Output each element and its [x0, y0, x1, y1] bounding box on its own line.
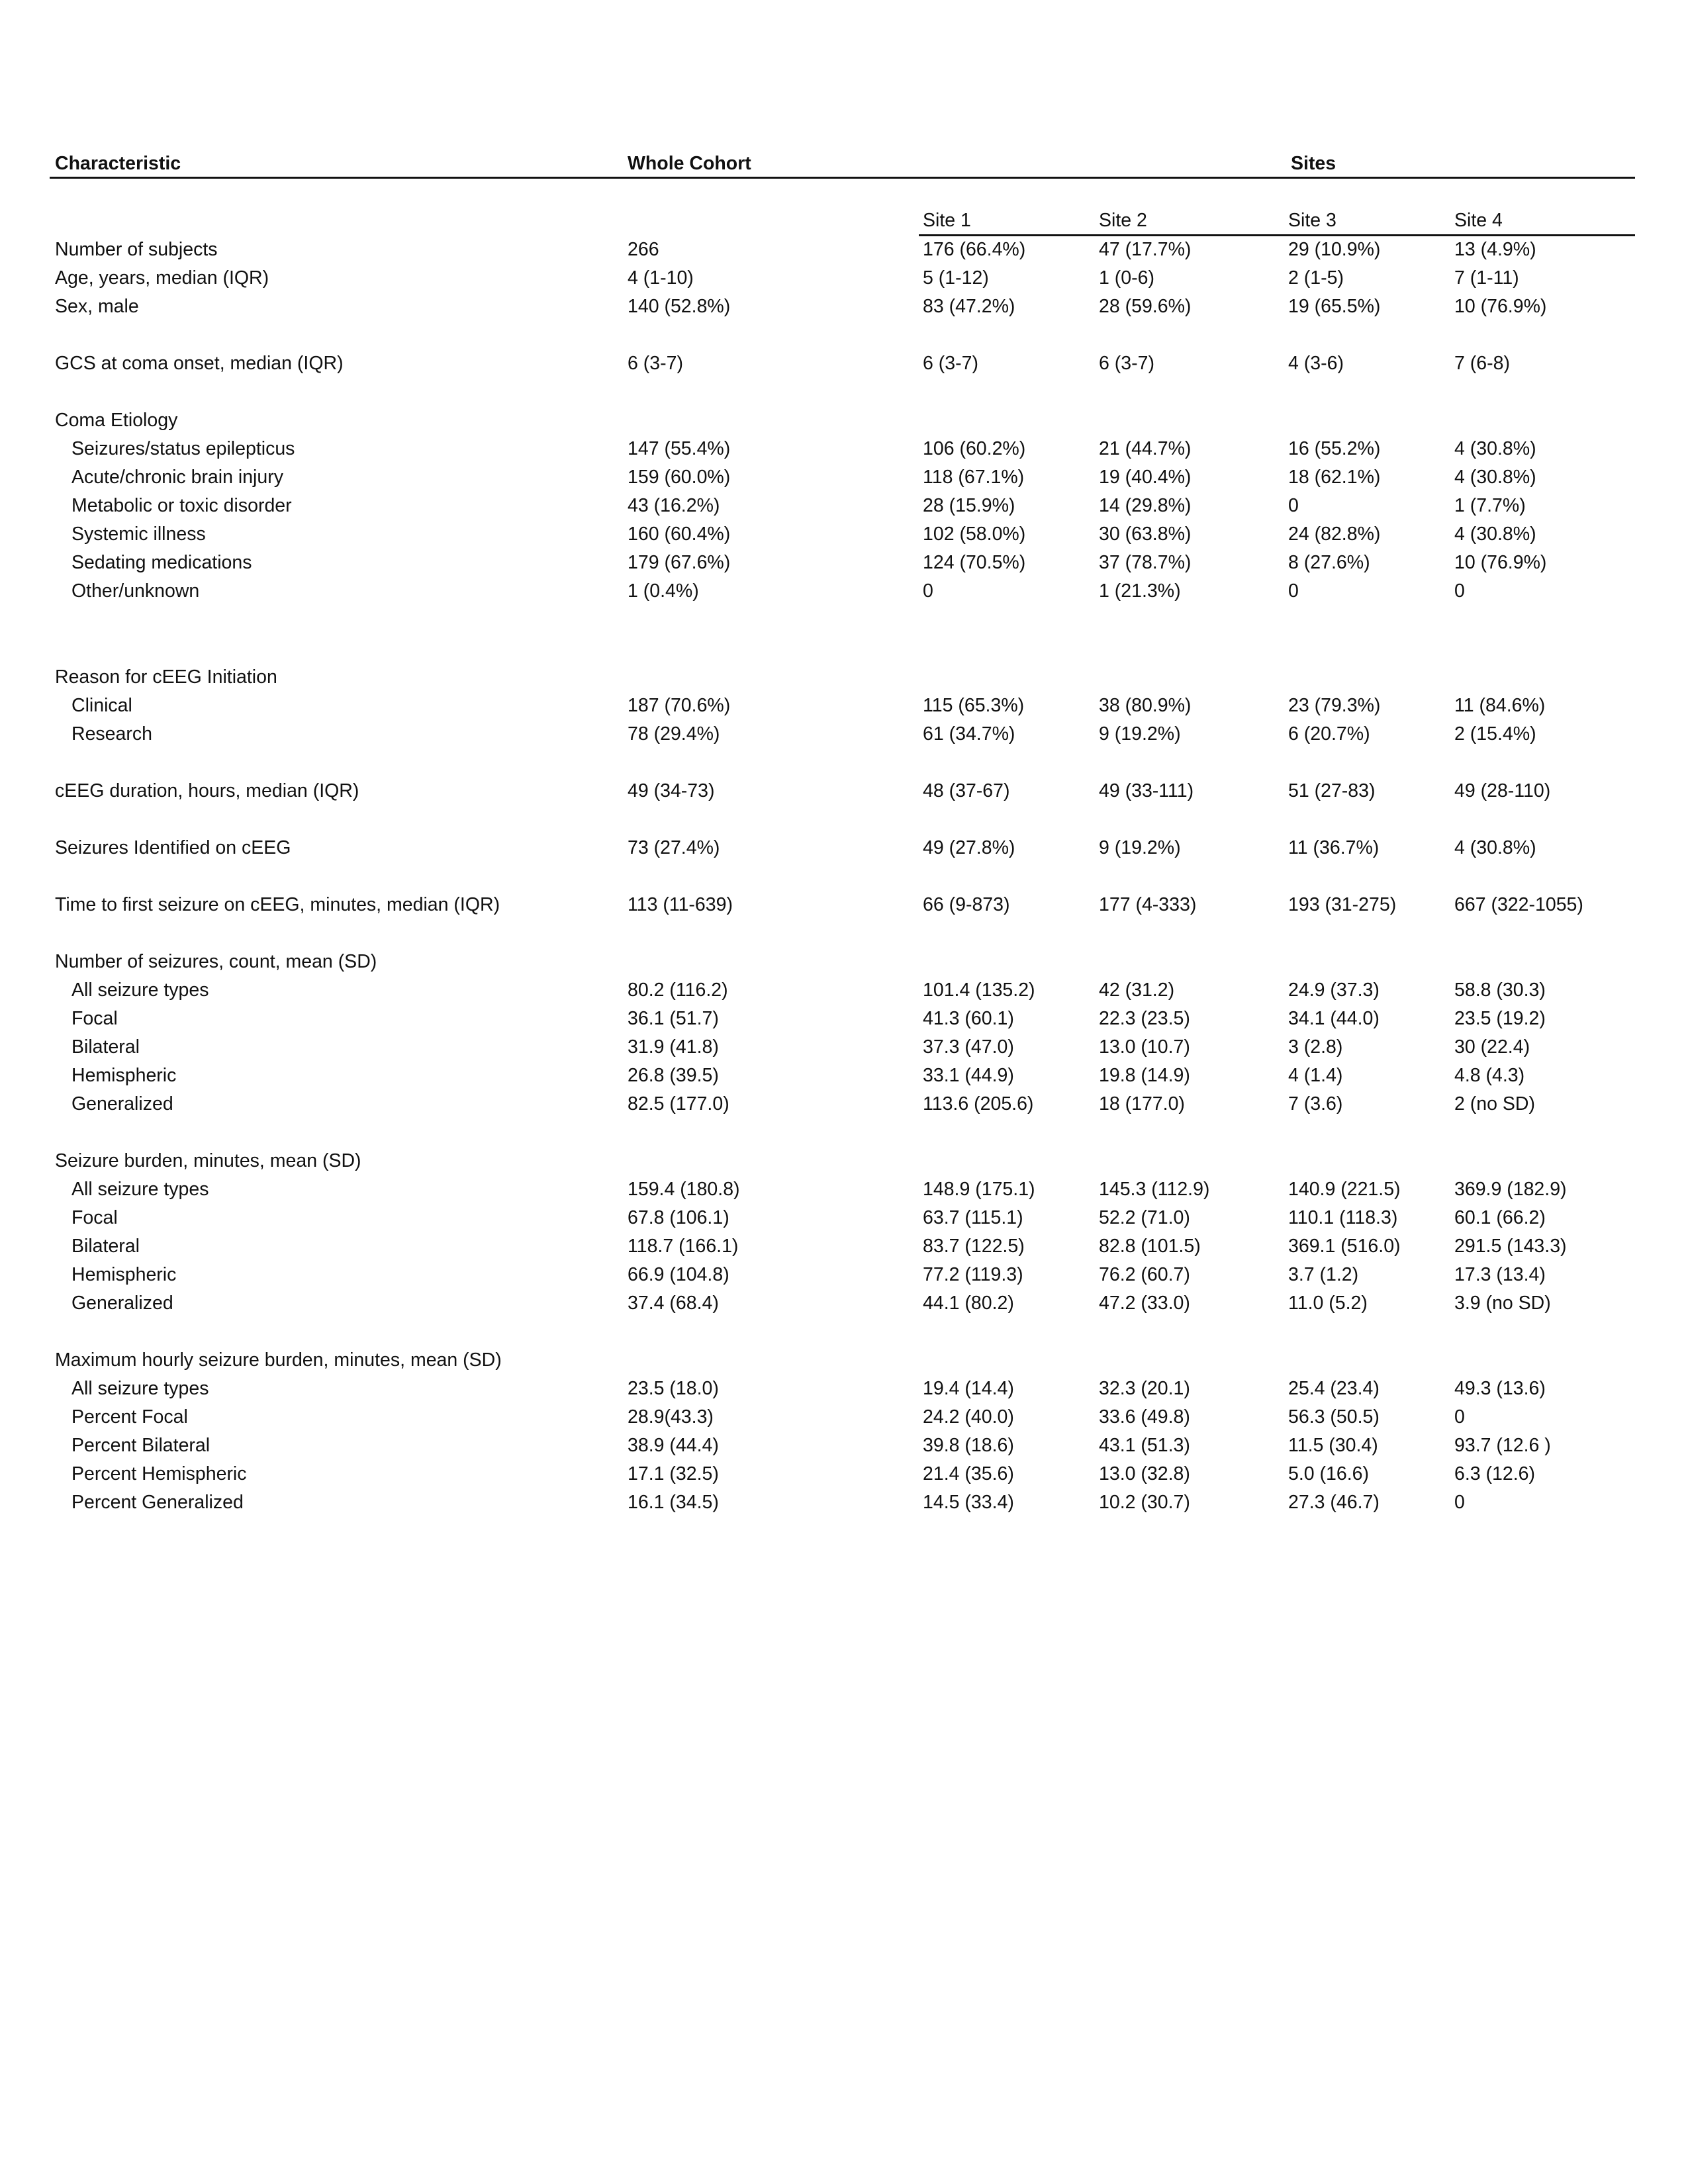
row-label: Number of seizures, count, mean (SD) — [55, 951, 377, 972]
table-row — [0, 663, 1688, 692]
cell-site-1: 176 (66.4%) — [923, 239, 1026, 260]
cell-site-4: 2 (15.4%) — [1454, 723, 1536, 745]
table-row — [0, 1232, 1688, 1261]
cell-whole-cohort: 159.4 (180.8) — [628, 1179, 740, 1200]
table-row — [0, 549, 1688, 577]
cell-site-3: 3.7 (1.2) — [1288, 1264, 1359, 1285]
cell-site-2: 145.3 (112.9) — [1099, 1179, 1210, 1200]
table-row — [0, 1005, 1688, 1033]
row-label: Generalized — [71, 1293, 173, 1314]
cell-whole-cohort: 187 (70.6%) — [628, 695, 731, 716]
row-label: Sex, male — [55, 296, 139, 317]
cell-site-3: 23 (79.3%) — [1288, 695, 1381, 716]
cell-site-4: 7 (6-8) — [1454, 353, 1510, 374]
cell-site-4: 3.9 (no SD) — [1454, 1293, 1551, 1314]
cell-site-2: 33.6 (49.8) — [1099, 1406, 1190, 1428]
table-row — [0, 834, 1688, 862]
cell-site-2: 1 (21.3%) — [1099, 580, 1181, 602]
cell-whole-cohort: 179 (67.6%) — [628, 552, 731, 573]
cell-site-4: 10 (76.9%) — [1454, 552, 1547, 573]
cell-site-2: 32.3 (20.1) — [1099, 1378, 1190, 1399]
cell-site-4: 7 (1-11) — [1454, 267, 1519, 289]
cell-site-4: 4 (30.8%) — [1454, 467, 1536, 488]
table-row — [0, 492, 1688, 520]
cell-site-1: 77.2 (119.3) — [923, 1264, 1023, 1285]
cell-site-2: 9 (19.2%) — [1099, 837, 1181, 858]
cell-site-1: 21.4 (35.6) — [923, 1463, 1014, 1484]
cell-site-3: 110.1 (118.3) — [1288, 1207, 1398, 1228]
cell-site-2: 18 (177.0) — [1099, 1093, 1185, 1115]
header-characteristic: Characteristic — [55, 153, 181, 174]
row-label: Metabolic or toxic disorder — [71, 495, 292, 516]
table-row — [0, 236, 1688, 264]
cell-whole-cohort: 113 (11-639) — [628, 894, 733, 915]
row-label: Seizures/status epilepticus — [71, 438, 295, 459]
cell-site-4: 4 (30.8%) — [1454, 523, 1536, 545]
cell-site-1: 124 (70.5%) — [923, 552, 1026, 573]
table-row — [0, 1033, 1688, 1062]
cell-site-1: 33.1 (44.9) — [923, 1065, 1014, 1086]
row-label: Seizures Identified on cEEG — [55, 837, 291, 858]
cell-whole-cohort: 82.5 (177.0) — [628, 1093, 729, 1115]
cell-whole-cohort: 43 (16.2%) — [628, 495, 720, 516]
table-row — [0, 1261, 1688, 1289]
cell-site-2: 47 (17.7%) — [1099, 239, 1192, 260]
cell-whole-cohort: 17.1 (32.5) — [628, 1463, 719, 1484]
table-row — [0, 1346, 1688, 1375]
cell-site-1: 66 (9-873) — [923, 894, 1010, 915]
cell-site-3: 25.4 (23.4) — [1288, 1378, 1380, 1399]
cell-site-1: 0 — [923, 580, 933, 602]
cell-whole-cohort: 37.4 (68.4) — [628, 1293, 719, 1314]
cell-site-3: 16 (55.2%) — [1288, 438, 1381, 459]
cell-whole-cohort: 6 (3-7) — [628, 353, 683, 374]
cell-site-2: 28 (59.6%) — [1099, 296, 1192, 317]
cell-site-2: 30 (63.8%) — [1099, 523, 1192, 545]
cell-site-2: 76.2 (60.7) — [1099, 1264, 1190, 1285]
table-row — [0, 406, 1688, 435]
cell-site-2: 14 (29.8%) — [1099, 495, 1192, 516]
cell-site-1: 5 (1-12) — [923, 267, 989, 289]
row-label: Sedating medications — [71, 552, 252, 573]
row-label: All seizure types — [71, 979, 209, 1001]
cell-site-3: 11.5 (30.4) — [1288, 1435, 1378, 1456]
cell-site-1: 83 (47.2%) — [923, 296, 1015, 317]
cell-site-4: 291.5 (143.3) — [1454, 1236, 1567, 1257]
row-label: Other/unknown — [71, 580, 200, 602]
header-site-2: Site 2 — [1099, 210, 1147, 231]
cell-site-4: 0 — [1454, 1406, 1465, 1428]
cell-site-3: 140.9 (221.5) — [1288, 1179, 1401, 1200]
cell-site-1: 37.3 (47.0) — [923, 1036, 1014, 1058]
cell-site-1: 6 (3-7) — [923, 353, 978, 374]
row-label: Maximum hourly seizure burden, minutes, mean (SD) — [55, 1349, 502, 1371]
row-label: Clinical — [71, 695, 132, 716]
cell-whole-cohort: 28.9(43.3) — [628, 1406, 714, 1428]
cell-site-2: 13.0 (10.7) — [1099, 1036, 1190, 1058]
cell-whole-cohort: 31.9 (41.8) — [628, 1036, 719, 1058]
cell-site-3: 5.0 (16.6) — [1288, 1463, 1369, 1484]
cell-site-2: 43.1 (51.3) — [1099, 1435, 1190, 1456]
cell-site-4: 2 (no SD) — [1454, 1093, 1535, 1115]
row-label: Percent Hemispheric — [71, 1463, 247, 1484]
cell-site-3: 11.0 (5.2) — [1288, 1293, 1368, 1314]
cell-site-1: 39.8 (18.6) — [923, 1435, 1014, 1456]
cell-whole-cohort: 36.1 (51.7) — [628, 1008, 719, 1029]
table-row — [0, 1375, 1688, 1403]
row-label: All seizure types — [71, 1378, 209, 1399]
cell-site-2: 47.2 (33.0) — [1099, 1293, 1190, 1314]
cell-whole-cohort: 4 (1-10) — [628, 267, 694, 289]
header-site-1: Site 1 — [923, 210, 971, 231]
cell-site-3: 51 (27-83) — [1288, 780, 1376, 801]
cell-whole-cohort: 16.1 (34.5) — [628, 1492, 719, 1513]
cell-site-3: 27.3 (46.7) — [1288, 1492, 1380, 1513]
row-label: Systemic illness — [71, 523, 206, 545]
cell-site-1: 24.2 (40.0) — [923, 1406, 1014, 1428]
cell-site-1: 102 (58.0%) — [923, 523, 1026, 545]
cell-site-1: 61 (34.7%) — [923, 723, 1015, 745]
table-row — [0, 976, 1688, 1005]
cell-site-3: 34.1 (44.0) — [1288, 1008, 1380, 1029]
header-sites: Sites — [1291, 153, 1336, 174]
table-row — [0, 777, 1688, 805]
row-label: GCS at coma onset, median (IQR) — [55, 353, 344, 374]
table-row — [0, 692, 1688, 720]
cell-site-2: 177 (4-333) — [1099, 894, 1197, 915]
table-row — [0, 1403, 1688, 1432]
cell-site-1: 106 (60.2%) — [923, 438, 1026, 459]
cell-site-4: 30 (22.4) — [1454, 1036, 1530, 1058]
row-label: Focal — [71, 1008, 118, 1029]
cell-whole-cohort: 49 (34-73) — [628, 780, 715, 801]
cell-site-4: 60.1 (66.2) — [1454, 1207, 1546, 1228]
cell-site-3: 3 (2.8) — [1288, 1036, 1343, 1058]
cell-site-1: 115 (65.3%) — [923, 695, 1025, 716]
cell-site-4: 93.7 (12.6 ) — [1454, 1435, 1551, 1456]
header-whole-cohort: Whole Cohort — [628, 153, 751, 174]
cell-site-4: 0 — [1454, 1492, 1465, 1513]
row-label: Percent Generalized — [71, 1492, 244, 1513]
table-row — [0, 1488, 1688, 1517]
cell-site-3: 369.1 (516.0) — [1288, 1236, 1401, 1257]
table-row — [0, 463, 1688, 492]
row-label: Coma Etiology — [55, 410, 178, 431]
cell-site-2: 38 (80.9%) — [1099, 695, 1192, 716]
cell-site-3: 4 (3-6) — [1288, 353, 1344, 374]
row-label: Bilateral — [71, 1236, 140, 1257]
cell-site-1: 118 (67.1%) — [923, 467, 1025, 488]
cell-site-4: 6.3 (12.6) — [1454, 1463, 1535, 1484]
cell-site-1: 63.7 (115.1) — [923, 1207, 1023, 1228]
cell-site-3: 8 (27.6%) — [1288, 552, 1370, 573]
cell-site-2: 19 (40.4%) — [1099, 467, 1192, 488]
row-label: Time to first seizure on cEEG, minutes, median (IQR) — [55, 894, 500, 915]
header-site-4: Site 4 — [1454, 210, 1503, 231]
table-row — [0, 264, 1688, 293]
cell-site-4: 11 (84.6%) — [1454, 695, 1546, 716]
row-label: cEEG duration, hours, median (IQR) — [55, 780, 359, 801]
table-row — [0, 520, 1688, 549]
cell-site-4: 49 (28-110) — [1454, 780, 1551, 801]
cell-site-4: 0 — [1454, 580, 1465, 602]
cell-site-1: 49 (27.8%) — [923, 837, 1015, 858]
cell-site-2: 37 (78.7%) — [1099, 552, 1192, 573]
row-label: Percent Bilateral — [71, 1435, 211, 1456]
cell-site-4: 1 (7.7%) — [1454, 495, 1526, 516]
cell-site-2: 19.8 (14.9) — [1099, 1065, 1190, 1086]
cell-whole-cohort: 38.9 (44.4) — [628, 1435, 719, 1456]
cell-site-3: 29 (10.9%) — [1288, 239, 1381, 260]
cell-site-1: 41.3 (60.1) — [923, 1008, 1014, 1029]
cell-whole-cohort: 78 (29.4%) — [628, 723, 720, 745]
cell-whole-cohort: 159 (60.0%) — [628, 467, 731, 488]
cell-site-2: 42 (31.2) — [1099, 979, 1175, 1001]
cell-site-2: 1 (0-6) — [1099, 267, 1154, 289]
cell-site-2: 22.3 (23.5) — [1099, 1008, 1190, 1029]
row-label: Percent Focal — [71, 1406, 188, 1428]
cell-site-4: 4.8 (4.3) — [1454, 1065, 1525, 1086]
cell-site-2: 49 (33-111) — [1099, 780, 1194, 801]
table-row — [0, 720, 1688, 749]
row-label: Generalized — [71, 1093, 173, 1115]
cell-site-1: 101.4 (135.2) — [923, 979, 1035, 1001]
cell-site-2: 52.2 (71.0) — [1099, 1207, 1190, 1228]
cell-site-4: 13 (4.9%) — [1454, 239, 1536, 260]
cell-site-3: 18 (62.1%) — [1288, 467, 1381, 488]
row-label: Research — [71, 723, 152, 745]
cell-site-3: 19 (65.5%) — [1288, 296, 1381, 317]
cell-site-3: 0 — [1288, 495, 1299, 516]
cell-site-4: 4 (30.8%) — [1454, 438, 1536, 459]
table-row — [0, 1147, 1688, 1175]
row-label: All seizure types — [71, 1179, 209, 1200]
cell-site-1: 19.4 (14.4) — [923, 1378, 1014, 1399]
header-rule — [50, 177, 1635, 179]
cell-site-4: 4 (30.8%) — [1454, 837, 1536, 858]
cell-site-4: 23.5 (19.2) — [1454, 1008, 1546, 1029]
cell-site-3: 24.9 (37.3) — [1288, 979, 1380, 1001]
cell-site-1: 148.9 (175.1) — [923, 1179, 1035, 1200]
cell-site-2: 13.0 (32.8) — [1099, 1463, 1190, 1484]
cell-site-2: 6 (3-7) — [1099, 353, 1154, 374]
row-label: Focal — [71, 1207, 118, 1228]
row-label: Hemispheric — [71, 1065, 177, 1086]
row-label: Reason for cEEG Initiation — [55, 666, 277, 688]
row-label: Number of subjects — [55, 239, 218, 260]
row-label: Hemispheric — [71, 1264, 177, 1285]
cell-site-1: 113.6 (205.6) — [923, 1093, 1034, 1115]
row-label: Acute/chronic brain injury — [71, 467, 283, 488]
cell-whole-cohort: 66.9 (104.8) — [628, 1264, 729, 1285]
table-row — [0, 435, 1688, 463]
table-row — [0, 349, 1688, 378]
cell-site-3: 193 (31-275) — [1288, 894, 1397, 915]
cell-whole-cohort: 140 (52.8%) — [628, 296, 731, 317]
cell-whole-cohort: 80.2 (116.2) — [628, 979, 728, 1001]
table-row — [0, 1175, 1688, 1204]
cell-site-4: 58.8 (30.3) — [1454, 979, 1546, 1001]
table-row — [0, 1289, 1688, 1318]
cell-site-3: 7 (3.6) — [1288, 1093, 1343, 1115]
cell-site-3: 24 (82.8%) — [1288, 523, 1381, 545]
cell-site-1: 14.5 (33.4) — [923, 1492, 1014, 1513]
cell-site-4: 10 (76.9%) — [1454, 296, 1547, 317]
table-row — [0, 1432, 1688, 1460]
site-header-row — [0, 206, 1688, 235]
cell-whole-cohort: 67.8 (106.1) — [628, 1207, 729, 1228]
cell-whole-cohort: 26.8 (39.5) — [628, 1065, 719, 1086]
table-row — [0, 293, 1688, 321]
cell-whole-cohort: 23.5 (18.0) — [628, 1378, 719, 1399]
cell-site-4: 369.9 (182.9) — [1454, 1179, 1567, 1200]
cell-whole-cohort: 73 (27.4%) — [628, 837, 720, 858]
table-row — [0, 577, 1688, 606]
cell-site-3: 2 (1-5) — [1288, 267, 1344, 289]
cell-site-1: 48 (37-67) — [923, 780, 1010, 801]
cell-site-2: 9 (19.2%) — [1099, 723, 1181, 745]
header-site-3: Site 3 — [1288, 210, 1336, 231]
cell-site-3: 6 (20.7%) — [1288, 723, 1370, 745]
cell-site-3: 11 (36.7%) — [1288, 837, 1380, 858]
row-label: Age, years, median (IQR) — [55, 267, 269, 289]
row-label: Bilateral — [71, 1036, 140, 1058]
cell-site-2: 82.8 (101.5) — [1099, 1236, 1201, 1257]
table-row — [0, 948, 1688, 976]
cell-whole-cohort: 118.7 (166.1) — [628, 1236, 739, 1257]
cell-site-1: 44.1 (80.2) — [923, 1293, 1014, 1314]
cell-site-3: 4 (1.4) — [1288, 1065, 1343, 1086]
cell-whole-cohort: 147 (55.4%) — [628, 438, 731, 459]
cell-site-3: 0 — [1288, 580, 1299, 602]
cell-site-1: 28 (15.9%) — [923, 495, 1015, 516]
table-row — [0, 1460, 1688, 1488]
row-label: Seizure burden, minutes, mean (SD) — [55, 1150, 361, 1171]
cell-site-2: 10.2 (30.7) — [1099, 1492, 1190, 1513]
cell-site-3: 56.3 (50.5) — [1288, 1406, 1380, 1428]
table-row — [0, 1062, 1688, 1090]
cell-site-4: 17.3 (13.4) — [1454, 1264, 1546, 1285]
table-row — [0, 1204, 1688, 1232]
cell-site-4: 667 (322-1055) — [1454, 894, 1583, 915]
cell-whole-cohort: 266 — [628, 239, 659, 260]
cell-whole-cohort: 160 (60.4%) — [628, 523, 731, 545]
table-row — [0, 891, 1688, 919]
cell-site-2: 21 (44.7%) — [1099, 438, 1192, 459]
cell-site-1: 83.7 (122.5) — [923, 1236, 1025, 1257]
cell-site-4: 49.3 (13.6) — [1454, 1378, 1546, 1399]
table-row — [0, 1090, 1688, 1118]
table-header-row — [0, 150, 1688, 178]
cell-whole-cohort: 1 (0.4%) — [628, 580, 699, 602]
